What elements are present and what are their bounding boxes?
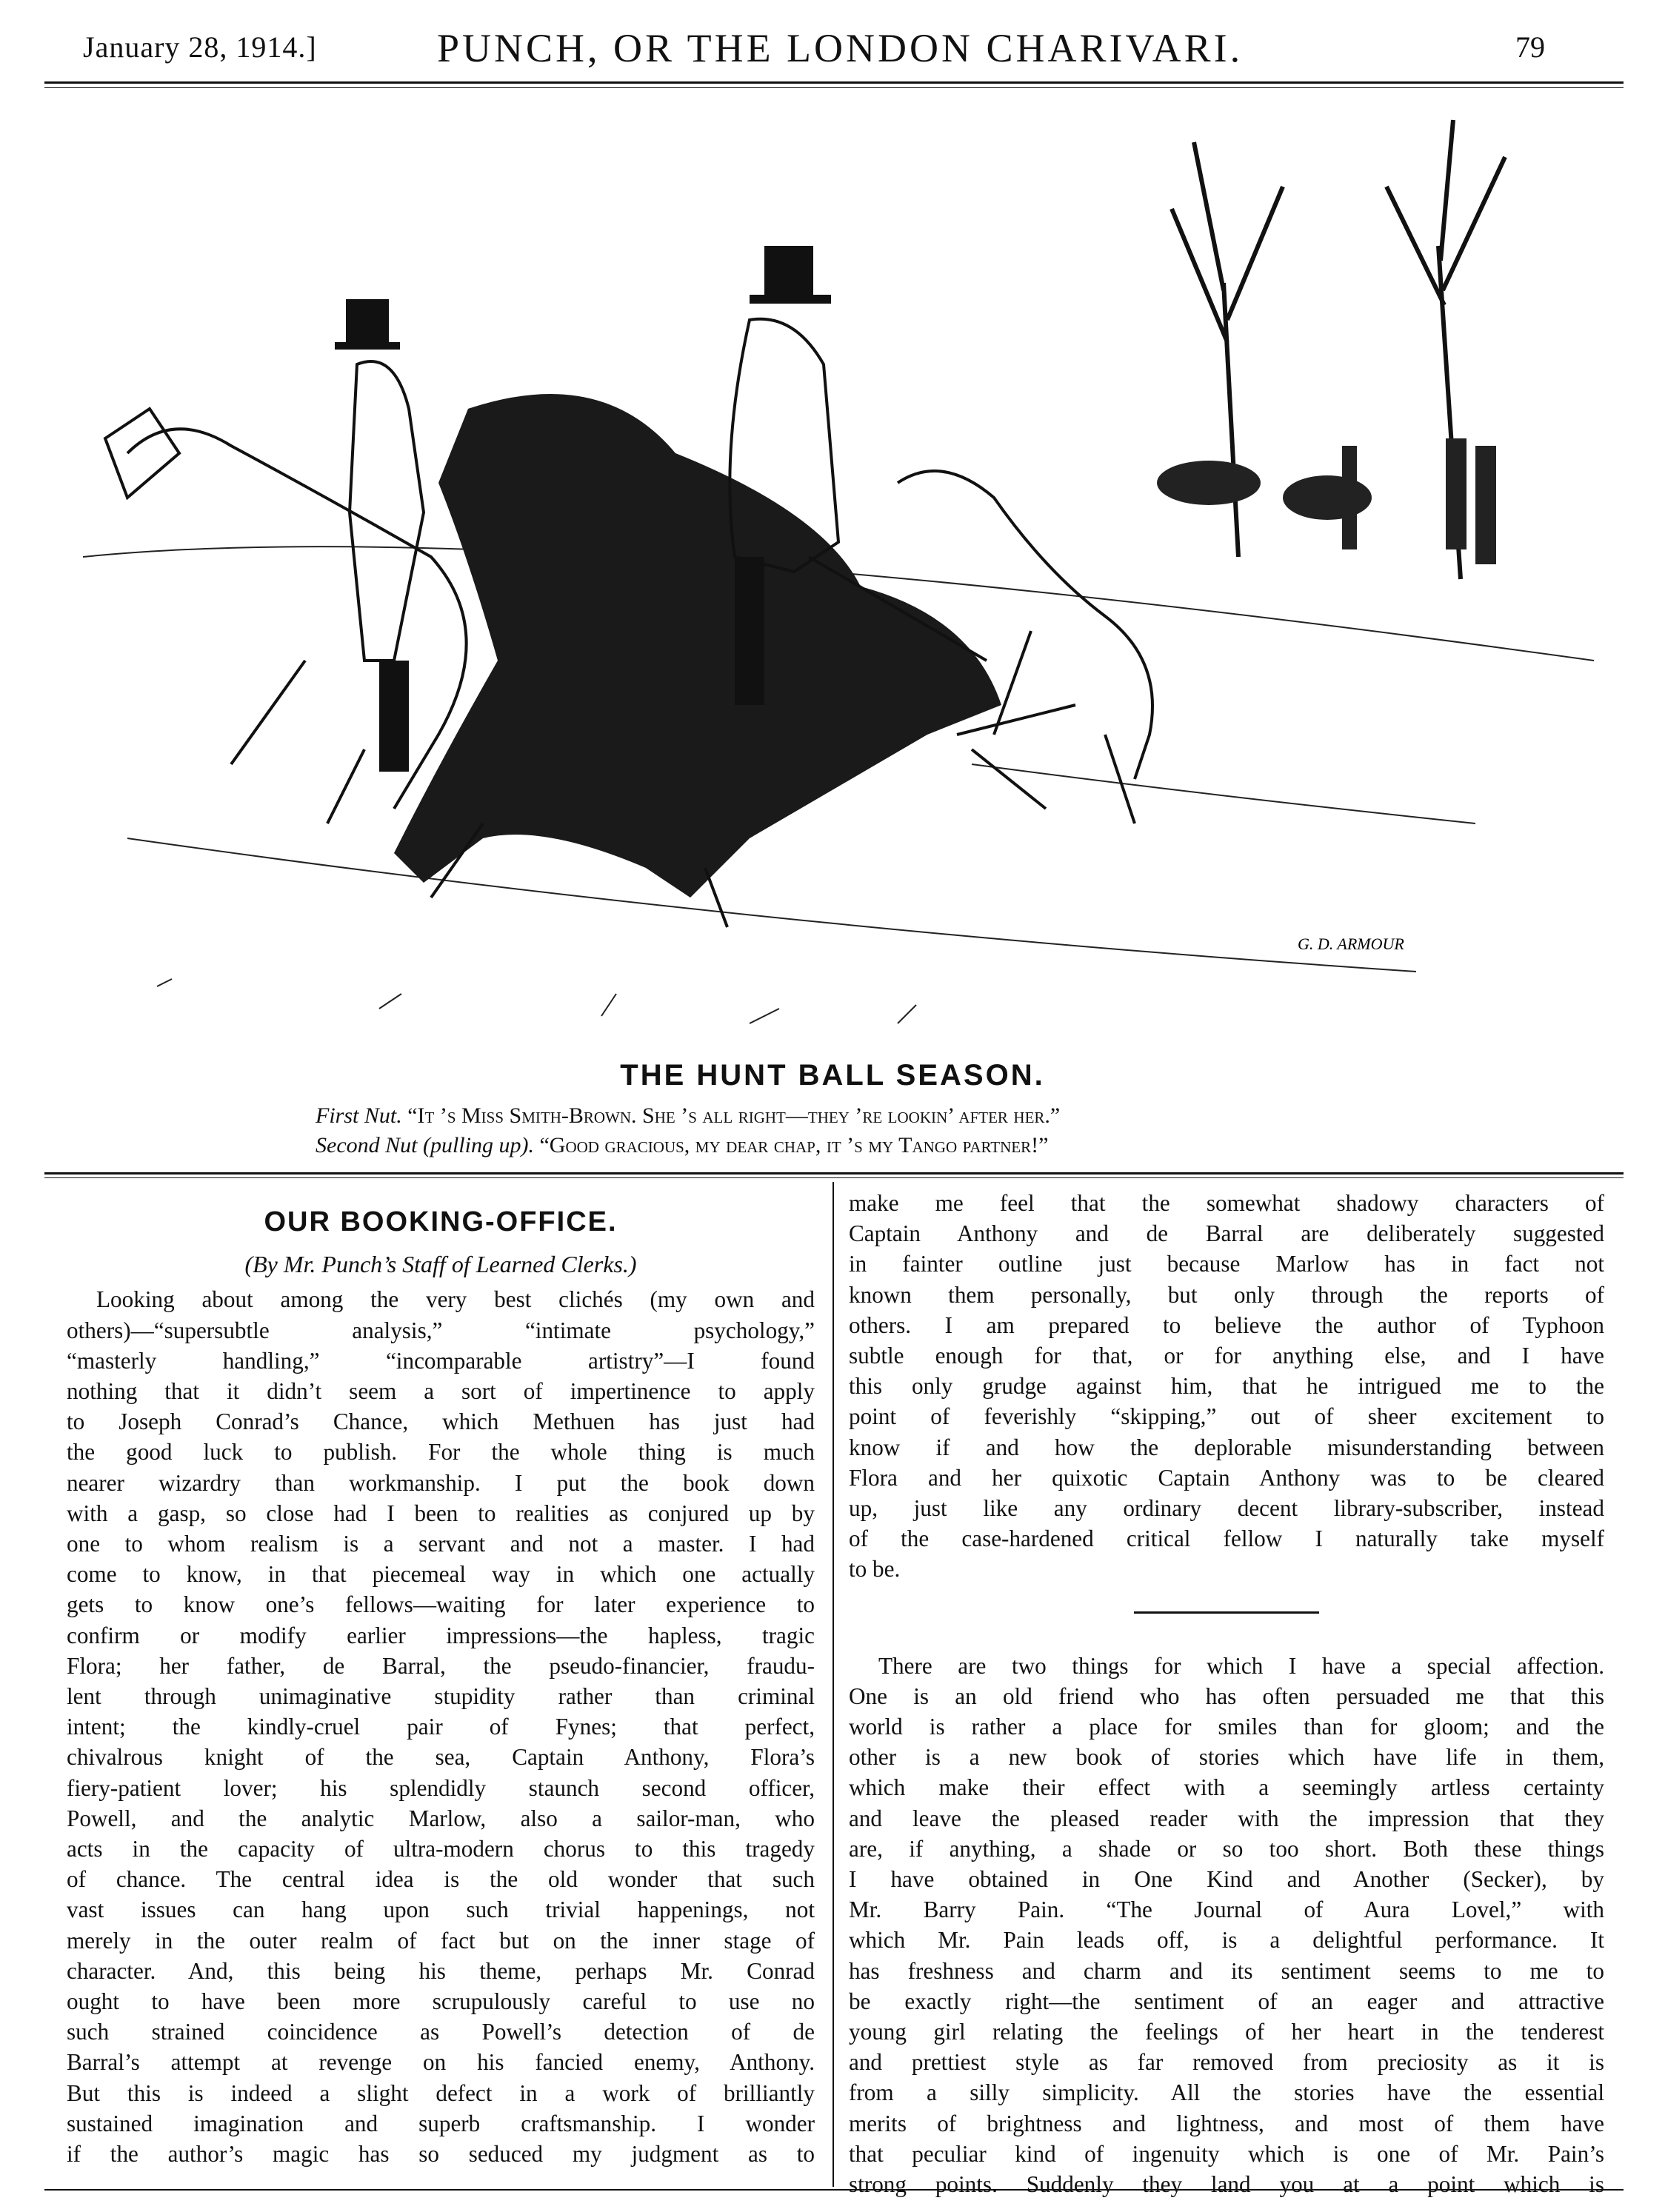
speaker-action: (pulling up). xyxy=(422,1133,534,1157)
text-line: merely in the outer realm of fact but on the inner stage of xyxy=(67,1927,815,1954)
text-line: has freshness and charm and its sentiment seems to me to xyxy=(849,1957,1604,1984)
text-line: know if and how the deplorable misunderstanding between xyxy=(849,1434,1604,1460)
text-line: nearer wizardry than workmanship. I put the book down xyxy=(67,1469,815,1496)
text-line: from a silly simplicity. All the stories have the essential xyxy=(849,2079,1604,2106)
text-line: I have obtained in One Kind and Another (Secker), by xyxy=(849,1866,1604,1893)
text-line: are, if anything, a shade or so too short. Both these things xyxy=(849,1835,1604,1862)
column-2-text-part1 xyxy=(849,1188,1604,1585)
text-line: character. And, this being his theme, perhaps Mr. Conrad xyxy=(67,1957,815,1984)
text-line: One is an old friend who has often persuaded me that this xyxy=(849,1683,1604,1709)
text-line: of chance. The central idea is the old wonder that such xyxy=(67,1866,815,1893)
text-line: intent; the kindly-cruel pair of Fynes; that perfect, xyxy=(67,1714,815,1740)
text-line: Barral’s attempt at revenge on his fancied enemy, Anthony. xyxy=(67,2049,815,2076)
text-line: Powell, and the analytic Marlow, also a sailor-man, who xyxy=(67,1805,815,1831)
text-line: lent through unimaginative stupidity rather than criminal xyxy=(67,1683,815,1710)
text-line: up, just like any ordinary decent library-subscriber, instead xyxy=(849,1495,1604,1522)
text-line: Flora and her quixotic Captain Anthony was to be cleared xyxy=(849,1464,1604,1491)
text-line: others)—“supersubtle analysis,” “intimate psychology,” xyxy=(67,1317,815,1343)
text-line: Flora; her father, de Barral, the pseudo-financier, fraudu- xyxy=(67,1652,815,1679)
text-line: sustained imagination and superb craftsmanship. I wonder xyxy=(67,2110,815,2136)
text-line: make me feel that the somewhat shadowy characters of xyxy=(849,1190,1604,1216)
text-line: fiery-patient lover; his splendidly staunch second officer, xyxy=(67,1774,815,1801)
speaker-second-nut: Second Nut xyxy=(316,1133,418,1157)
text-line: gets to know one’s fellows—waiting for later experience to xyxy=(67,1591,815,1618)
text-line: Mr. Barry Pain. “The Journal of Aura Lovel,” with xyxy=(849,1897,1604,1923)
text-line: with a gasp, so close had I been to realities as conjured up by xyxy=(67,1500,815,1526)
text-line: of the case-hardened critical fellow I naturally take myself xyxy=(849,1526,1604,1552)
article-byline: (By Mr. Punch’s Staff of Learned Clerks.) xyxy=(244,1251,637,1278)
text-line: known them personally, but only through the reports of xyxy=(849,1281,1604,1308)
dialogue-text-1: “It ’s Miss Smith-Brown. She ’s all right—they ’re lookin’ after her.” xyxy=(407,1103,1061,1128)
column-divider xyxy=(832,1182,834,2187)
text-line: to be. xyxy=(849,1556,901,1583)
text-line: if the author’s magic has so seduced my judgment as to xyxy=(67,2141,815,2168)
issue-date: January 28, 1914.] xyxy=(83,30,317,64)
text-line: one to whom realism is a servant and not a master. I had xyxy=(67,1531,815,1557)
article-column-1 xyxy=(67,1207,815,2169)
text-line: in fainter outline just because Marlow has in fact not xyxy=(849,1251,1604,1277)
text-line: the good luck to publish. For the whole thing is much xyxy=(67,1439,815,1466)
text-line: other is a new book of stories which have life in them, xyxy=(849,1744,1604,1771)
hunt-illustration xyxy=(83,98,1594,1047)
cartoon-caption-title: THE HUNT BALL SEASON. xyxy=(620,1059,1045,1092)
text-line: strong points. Suddenly they land you at a point which is xyxy=(849,2171,1604,2198)
text-line: There are two things for which I have a special affection. xyxy=(878,1652,1604,1679)
text-line: point of feverishly “skipping,” out of sheer excitement to xyxy=(849,1403,1604,1430)
text-line: come to know, in that piecemeal way in which one actually xyxy=(67,1561,815,1588)
text-line: Captain Anthony and de Barral are deliberately suggested xyxy=(849,1220,1604,1247)
text-line: subtle enough for that, or for anything else, and I have xyxy=(849,1343,1604,1369)
text-line: “masterly handling,” “incomparable artistry”—I found xyxy=(67,1347,815,1374)
cartoon-dialogue-2 xyxy=(316,1133,1048,1158)
text-line: vast issues can hang upon such trivial happenings, not xyxy=(67,1897,815,1923)
text-line: be exactly right—the sentiment of an eager and attractive xyxy=(849,1988,1604,2014)
caption-rule-thin xyxy=(44,1177,1624,1178)
text-line: chivalrous knight of the sea, Captain Anthony, Flora’s xyxy=(67,1744,815,1771)
text-line: world is rather a place for smiles than for gloom; and the xyxy=(849,1714,1604,1740)
text-line: young girl relating the feelings of her heart in the tenderest xyxy=(849,2019,1604,2045)
text-line: which make their effect with a seemingly artless certainty xyxy=(849,1774,1604,1801)
text-line: that peculiar kind of ingenuity which is one of Mr. Pain’s xyxy=(849,2140,1604,2167)
header-rule-thin xyxy=(44,87,1624,88)
text-line: nothing that it didn’t seem a sort of impertinence to apply xyxy=(67,1378,815,1405)
text-line: to Joseph Conrad’s Chance, which Methuen has just had xyxy=(67,1409,815,1435)
text-line: merits of brightness and lightness, and most of them have xyxy=(849,2110,1604,2136)
text-line: others. I am prepared to believe the author of Typhoon xyxy=(849,1312,1604,1338)
text-line: Looking about among the very best clichés (my own and xyxy=(96,1286,815,1313)
masthead-title: PUNCH, OR THE LONDON CHARIVARI. xyxy=(437,26,1244,70)
column-2-text-part2 xyxy=(849,1651,1604,2200)
caption-rule xyxy=(44,1172,1624,1175)
text-line: acts in the capacity of ultra-modern chorus to this tragedy xyxy=(67,1836,815,1862)
text-line: ought to have been more scrupulously careful to use no xyxy=(67,1988,815,2015)
article-column-2 xyxy=(849,1188,1604,2199)
text-line: and leave the pleased reader with the impression that they xyxy=(849,1805,1604,1831)
header-rule xyxy=(44,81,1624,84)
column-1-text xyxy=(67,1284,815,2169)
text-line: this only grudge against him, that he intrigued me to the xyxy=(849,1373,1604,1400)
text-line: and prettiest style as far removed from preciosity as it is xyxy=(849,2049,1604,2076)
text-line: such strained coincidence as Powell’s detection of de xyxy=(67,2019,815,2045)
cartoon-dialogue-1 xyxy=(316,1103,1060,1129)
article-heading: OUR BOOKING-OFFICE. xyxy=(264,1206,618,1237)
speaker-first-nut: First Nut. xyxy=(316,1103,402,1128)
page-number: 79 xyxy=(1515,30,1545,64)
dialogue-text-2: “Good gracious, my dear chap, it ’s my Tango partner!” xyxy=(539,1133,1049,1157)
artist-signature: G. D. ARMOUR xyxy=(1298,935,1404,953)
section-separator xyxy=(1134,1611,1319,1614)
text-line: But this is indeed a slight defect in a work of brilliantly xyxy=(67,2079,815,2106)
text-line: which Mr. Pain leads off, is a delightful performance. It xyxy=(849,1927,1604,1954)
text-line: confirm or modify earlier impressions—the hapless, tragic xyxy=(67,1622,815,1648)
